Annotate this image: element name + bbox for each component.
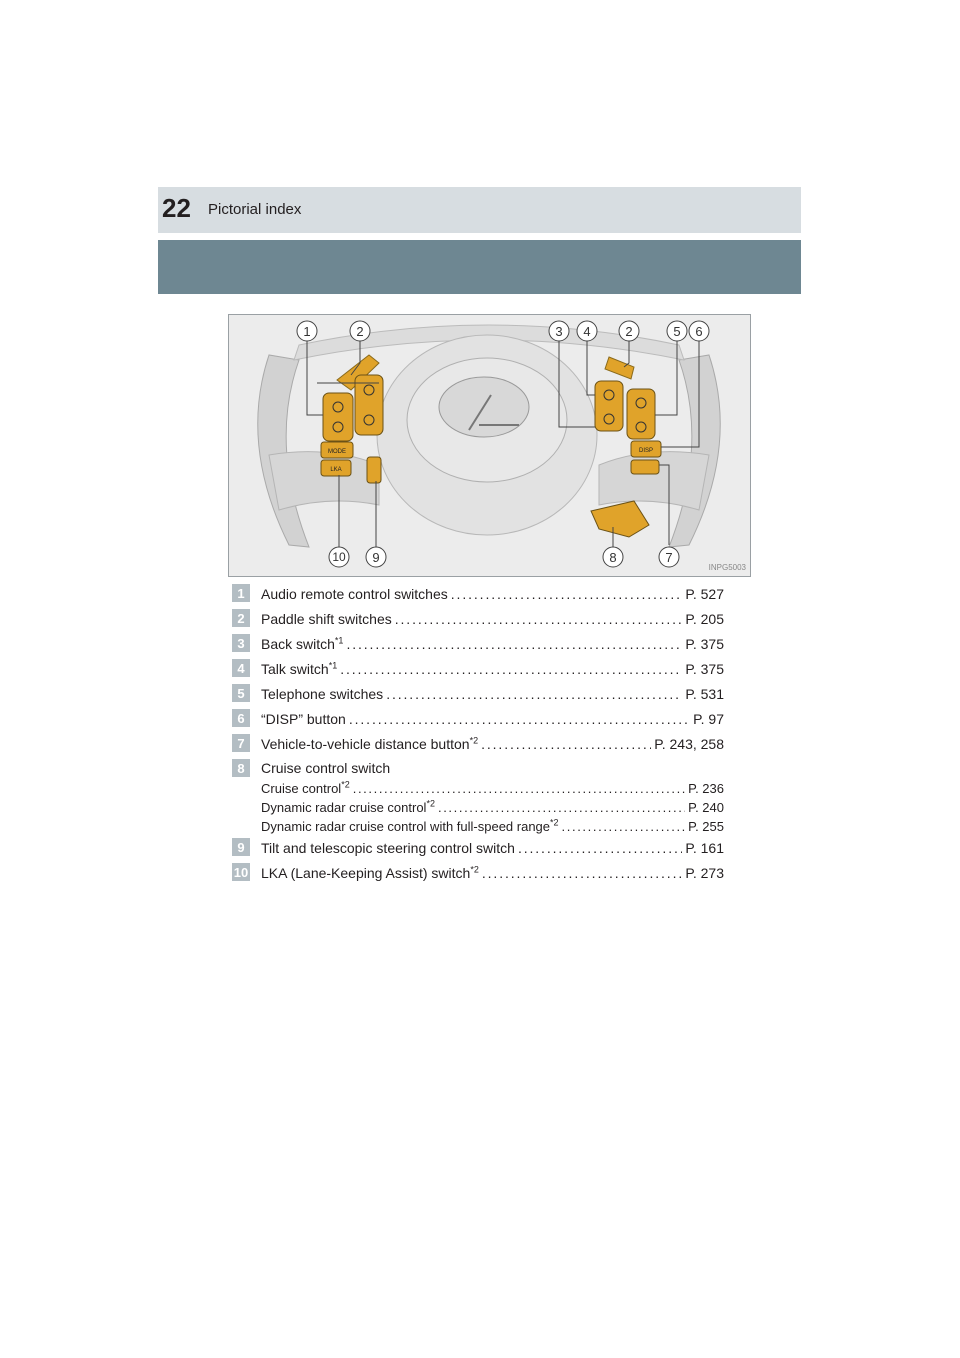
item-number: 8	[232, 759, 250, 777]
disp-button-label: DISP	[638, 448, 654, 454]
callout-8: 8	[609, 550, 617, 565]
list-item	[232, 607, 724, 632]
item-label: Paddle shift switches	[261, 611, 392, 627]
page-header	[158, 187, 801, 233]
figure-code: INPG5003	[708, 563, 746, 572]
list-item	[232, 682, 724, 707]
footnote-mark: *2	[550, 817, 559, 828]
list-item	[232, 861, 724, 886]
list-item	[232, 632, 724, 657]
section-title: Pictorial index	[208, 201, 302, 218]
page-ref[interactable]: P. 255	[688, 819, 724, 834]
item-label: Tilt and telescopic steering control switch	[261, 840, 515, 856]
item-number: 6	[232, 709, 250, 727]
index-entries	[232, 582, 724, 886]
item-number: 10	[233, 864, 249, 880]
header-band	[158, 240, 801, 294]
footnote-mark: *1	[334, 635, 344, 646]
footnote-mark: *2	[426, 798, 435, 809]
page-ref[interactable]: P. 205	[685, 611, 724, 627]
item-label: Back switch	[261, 636, 335, 652]
list-item	[232, 657, 724, 682]
item-number: 2	[232, 609, 250, 627]
footnote-mark: *2	[470, 864, 479, 875]
page-ref[interactable]: P. 240	[688, 800, 724, 815]
mode-button-label: MODE	[328, 449, 346, 455]
item-label: Talk switch	[261, 661, 329, 677]
page-ref[interactable]: P. 527	[685, 586, 724, 602]
item-label: “DISP” button	[261, 711, 346, 727]
page-ref[interactable]: P. 97	[693, 711, 724, 727]
item-label: Audio remote control switches	[261, 586, 448, 602]
item-label: Telephone switches	[261, 686, 384, 702]
page-ref[interactable]: P. 243, 258	[654, 736, 724, 752]
page-ref[interactable]: P. 375	[685, 636, 724, 652]
callout-2-left: 2	[356, 324, 364, 339]
page-ref[interactable]: P. 273	[685, 865, 724, 881]
sub-item-label: Cruise control	[261, 781, 342, 796]
item-number: 3	[232, 634, 250, 652]
item-number: 7	[232, 734, 250, 752]
list-item	[232, 757, 724, 836]
steering-wheel-illustration	[229, 315, 750, 576]
footnote-mark: *2	[341, 779, 350, 790]
item-label: LKA (Lane-Keeping Assist) switch	[261, 865, 471, 881]
sub-item-label: Dynamic radar cruise control	[261, 800, 427, 815]
callout-3: 3	[555, 324, 563, 339]
list-item	[232, 582, 724, 607]
callout-10: 10	[332, 550, 346, 564]
callout-4: 4	[583, 324, 591, 339]
list-item	[232, 836, 724, 861]
callout-2-right: 2	[625, 324, 633, 339]
footnote-mark: *1	[328, 660, 338, 671]
item-number: 1	[232, 584, 250, 602]
lka-button-label: LKA	[330, 467, 342, 473]
item-number: 4	[232, 659, 250, 677]
callout-5: 5	[673, 324, 681, 339]
steering-wheel-figure	[228, 314, 751, 577]
callout-7: 7	[665, 550, 673, 565]
callout-1: 1	[303, 324, 311, 339]
footnote-mark: *2	[469, 735, 479, 746]
item-number: 5	[232, 684, 250, 702]
item-label: Cruise control switch	[261, 760, 391, 776]
list-item	[232, 732, 724, 757]
page-number: 22	[162, 193, 191, 223]
item-label: Vehicle-to-vehicle distance button	[261, 736, 470, 752]
sub-item-label: Dynamic radar cruise control with full-speed range	[261, 819, 551, 834]
page-ref[interactable]: P. 531	[685, 686, 724, 702]
page-ref[interactable]: P. 375	[685, 661, 724, 677]
list-item	[232, 707, 724, 732]
page-ref[interactable]: P. 161	[685, 840, 724, 856]
item-number: 9	[232, 838, 250, 856]
page-ref[interactable]: P. 236	[688, 781, 724, 796]
callout-6: 6	[695, 324, 703, 339]
callout-9: 9	[372, 550, 380, 565]
